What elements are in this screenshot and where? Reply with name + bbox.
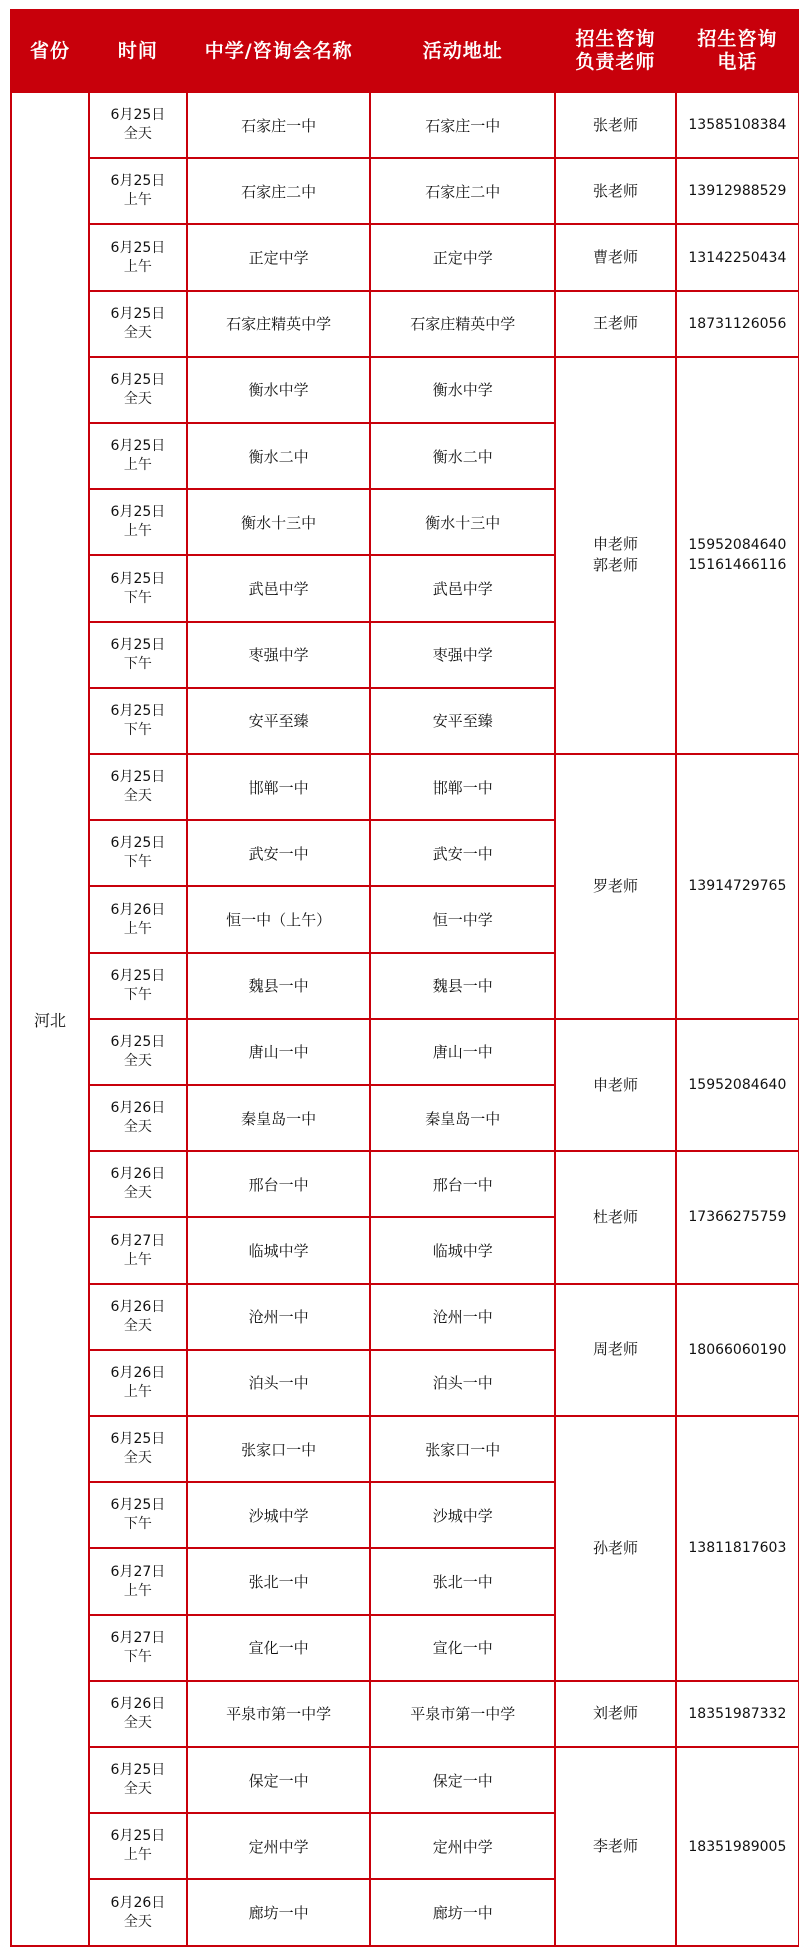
date-text: 6月25日 [110,835,166,852]
table-row [11,754,799,820]
time-cell [89,820,187,886]
address-cell: 张北一中 [370,1548,555,1614]
date-text: 6月25日 [110,173,166,190]
school-cell: 唐山一中 [187,1019,370,1085]
date-text: 6月25日 [110,1762,166,1779]
teacher-cell [555,754,676,1019]
address-cell: 枣强中学 [370,622,555,688]
time-cell [89,555,187,621]
school-cell: 张家口一中 [187,1416,370,1482]
date-text: 6月25日 [110,769,166,786]
address-cell: 唐山一中 [370,1019,555,1085]
school-cell: 石家庄一中 [187,92,370,158]
time-cell [89,1151,187,1217]
header-teacher-line1: 招生咨询 [575,28,656,50]
teacher-cell [555,1284,676,1416]
time-cell [89,1879,187,1946]
period-text: 全天 [123,1913,152,1930]
address-cell: 恒一中学 [370,886,555,952]
table-row [11,1151,799,1217]
table-row [11,357,799,423]
address-cell: 邯郸一中 [370,754,555,820]
address-cell: 武邑中学 [370,555,555,621]
phone-cell [676,357,799,754]
time-cell [89,489,187,555]
phone-cell [676,1416,799,1681]
period-text: 下午 [123,589,152,606]
phone-cell [676,291,799,357]
teacher-name: 申老师 [592,535,638,554]
address-cell: 廊坊一中 [370,1879,555,1946]
teacher-name: 申老师 [592,1075,638,1094]
address-cell: 衡水二中 [370,423,555,489]
period-text: 上午 [123,258,152,275]
phone-number: 13142250434 [688,249,787,266]
date-text: 6月25日 [110,239,166,256]
date-text: 6月25日 [110,1497,166,1514]
school-cell: 定州中学 [187,1813,370,1879]
school-cell: 临城中学 [187,1217,370,1283]
time-cell [89,1019,187,1085]
address-cell: 邢台一中 [370,1151,555,1217]
header-teacher [555,10,676,92]
date-text: 6月25日 [110,305,166,322]
period-text: 全天 [123,1185,152,1202]
school-cell: 邢台一中 [187,1151,370,1217]
period-text: 全天 [123,390,152,407]
date-text: 6月25日 [110,702,166,719]
time-cell [89,423,187,489]
phone-number: 18731126056 [688,315,787,332]
period-text: 全天 [123,1317,152,1334]
date-text: 6月25日 [110,1033,166,1050]
school-cell: 沧州一中 [187,1284,370,1350]
address-cell: 定州中学 [370,1813,555,1879]
time-cell [89,1085,187,1151]
date-text: 6月26日 [110,1364,166,1381]
time-cell [89,1548,187,1614]
teacher-cell [555,224,676,290]
date-text: 6月25日 [110,371,166,388]
table-row [11,92,799,158]
school-cell: 武邑中学 [187,555,370,621]
address-cell: 武安一中 [370,820,555,886]
date-text: 6月25日 [110,570,166,587]
header-time: 时间 [89,10,187,92]
period-text: 全天 [123,1119,152,1136]
period-text: 上午 [123,523,152,540]
period-text: 全天 [123,788,152,805]
address-cell: 保定一中 [370,1747,555,1813]
date-text: 6月25日 [110,438,166,455]
phone-number: 15952084640 [688,1077,787,1094]
address-cell: 张家口一中 [370,1416,555,1482]
phone-number: 15161466116 [688,557,787,574]
header-address: 活动地址 [370,10,555,92]
teacher-cell [555,357,676,754]
teacher-name: 周老师 [592,1340,638,1359]
period-text: 下午 [123,1516,152,1533]
time-cell [89,224,187,290]
period-text: 下午 [123,721,152,738]
teacher-cell [555,1151,676,1283]
phone-cell [676,1681,799,1747]
time-cell [89,1681,187,1747]
school-cell: 正定中学 [187,224,370,290]
period-text: 上午 [123,192,152,209]
phone-cell [676,754,799,1019]
table-row [11,158,799,224]
teacher-cell [555,92,676,158]
school-cell: 石家庄精英中学 [187,291,370,357]
time-cell [89,886,187,952]
date-text: 6月26日 [110,1166,166,1183]
province-cell: 河北 [11,92,89,1946]
address-cell: 安平至臻 [370,688,555,754]
teacher-name: 曹老师 [592,248,638,266]
address-cell: 石家庄精英中学 [370,291,555,357]
period-text: 上午 [123,457,152,474]
address-cell: 沧州一中 [370,1284,555,1350]
header-teacher-line2: 负责老师 [575,51,656,73]
period-text: 全天 [123,126,152,143]
school-cell: 武安一中 [187,820,370,886]
time-cell [89,291,187,357]
date-text: 6月27日 [110,1563,166,1580]
period-text: 全天 [123,1781,152,1798]
period-text: 上午 [123,1251,152,1268]
teacher-name: 孙老师 [592,1538,638,1557]
table-row [11,291,799,357]
date-text: 6月25日 [110,107,166,124]
teacher-cell [555,1681,676,1747]
period-text: 全天 [123,1450,152,1467]
address-cell: 魏县一中 [370,953,555,1019]
teacher-cell [555,1416,676,1681]
phone-cell [676,224,799,290]
school-cell: 保定一中 [187,1747,370,1813]
address-cell: 沙城中学 [370,1482,555,1548]
date-text: 6月26日 [110,1695,166,1712]
period-text: 上午 [123,1383,152,1400]
table-header-row [11,10,799,92]
time-cell [89,953,187,1019]
date-text: 6月25日 [110,1828,166,1845]
school-cell: 恒一中（上午） [187,886,370,952]
address-cell: 衡水中学 [370,357,555,423]
phone-number: 13914729765 [688,878,787,895]
phone-number: 13585108384 [688,117,787,134]
date-text: 6月25日 [110,967,166,984]
teacher-name: 杜老师 [592,1207,638,1226]
phone-cell [676,1151,799,1283]
phone-number: 17366275759 [688,1209,787,1226]
teacher-name: 刘老师 [592,1704,638,1723]
teacher-cell [555,291,676,357]
header-phone [676,10,799,92]
period-text: 上午 [123,1582,152,1599]
time-cell [89,1416,187,1482]
date-text: 6月26日 [110,1894,166,1911]
time-cell [89,1482,187,1548]
table-row [11,1284,799,1350]
time-cell [89,1217,187,1283]
period-text: 下午 [123,854,152,871]
table-row [11,1416,799,1482]
time-cell [89,1813,187,1879]
teacher-cell [555,1747,676,1946]
period-text: 下午 [123,986,152,1003]
teacher-cell [555,1019,676,1151]
address-cell: 正定中学 [370,224,555,290]
teacher-cell [555,158,676,224]
table-body [11,92,799,1946]
teacher-name: 张老师 [592,181,638,200]
address-cell: 石家庄一中 [370,92,555,158]
time-cell [89,688,187,754]
time-cell [89,92,187,158]
phone-cell [676,92,799,158]
period-text: 下午 [123,655,152,672]
school-cell: 安平至臻 [187,688,370,754]
school-cell: 秦皇岛一中 [187,1085,370,1151]
teacher-name: 王老师 [592,314,638,333]
school-cell: 泊头一中 [187,1350,370,1416]
time-cell [89,158,187,224]
phone-number: 18351987332 [688,1705,787,1722]
phone-cell [676,1019,799,1151]
phone-number: 13912988529 [688,183,787,200]
time-cell [89,754,187,820]
header-phone-line1: 招生咨询 [697,28,778,50]
school-cell: 沙城中学 [187,1482,370,1548]
date-text: 6月26日 [110,1298,166,1315]
header-phone-line2: 电话 [717,51,758,73]
time-cell [89,357,187,423]
school-cell: 魏县一中 [187,953,370,1019]
period-text: 下午 [123,1648,152,1665]
phone-number: 18066060190 [688,1341,787,1358]
time-cell [89,1350,187,1416]
time-cell [89,1284,187,1350]
address-cell: 宣化一中 [370,1615,555,1681]
date-text: 6月27日 [110,1629,166,1646]
school-cell: 枣强中学 [187,622,370,688]
date-text: 6月25日 [110,636,166,653]
header-province: 省份 [11,10,89,92]
table-row [11,224,799,290]
teacher-name: 李老师 [592,1837,638,1856]
school-cell: 平泉市第一中学 [187,1681,370,1747]
address-cell: 秦皇岛一中 [370,1085,555,1151]
teacher-name: 张老师 [592,115,638,134]
phone-number: 18351989005 [688,1838,787,1855]
school-cell: 宣化一中 [187,1615,370,1681]
school-cell: 衡水十三中 [187,489,370,555]
date-text: 6月25日 [110,504,166,521]
date-text: 6月27日 [110,1232,166,1249]
enrollment-consultation-table [10,9,799,1947]
teacher-name: 罗老师 [592,876,638,895]
school-cell: 衡水中学 [187,357,370,423]
period-text: 上午 [123,1847,152,1864]
date-text: 6月25日 [110,1431,166,1448]
header-school: 中学/咨询会名称 [187,10,370,92]
phone-cell [676,1284,799,1416]
phone-cell [676,1747,799,1946]
school-cell: 邯郸一中 [187,754,370,820]
date-text: 6月26日 [110,901,166,918]
phone-cell [676,158,799,224]
table-row [11,1019,799,1085]
school-cell: 衡水二中 [187,423,370,489]
address-cell: 泊头一中 [370,1350,555,1416]
address-cell: 平泉市第一中学 [370,1681,555,1747]
period-text: 全天 [123,1052,152,1069]
school-cell: 石家庄二中 [187,158,370,224]
period-text: 上午 [123,920,152,937]
time-cell [89,1615,187,1681]
time-cell [89,1747,187,1813]
school-cell: 张北一中 [187,1548,370,1614]
time-cell [89,622,187,688]
period-text: 全天 [123,1714,152,1731]
date-text: 6月26日 [110,1100,166,1117]
teacher-name: 郭老师 [592,556,638,575]
school-cell: 廊坊一中 [187,1879,370,1946]
address-cell: 临城中学 [370,1217,555,1283]
table-row [11,1681,799,1747]
phone-number: 13811817603 [688,1540,787,1557]
table-row [11,1747,799,1813]
phone-number: 15952084640 [688,537,787,554]
address-cell: 衡水十三中 [370,489,555,555]
address-cell: 石家庄二中 [370,158,555,224]
period-text: 全天 [123,324,152,341]
